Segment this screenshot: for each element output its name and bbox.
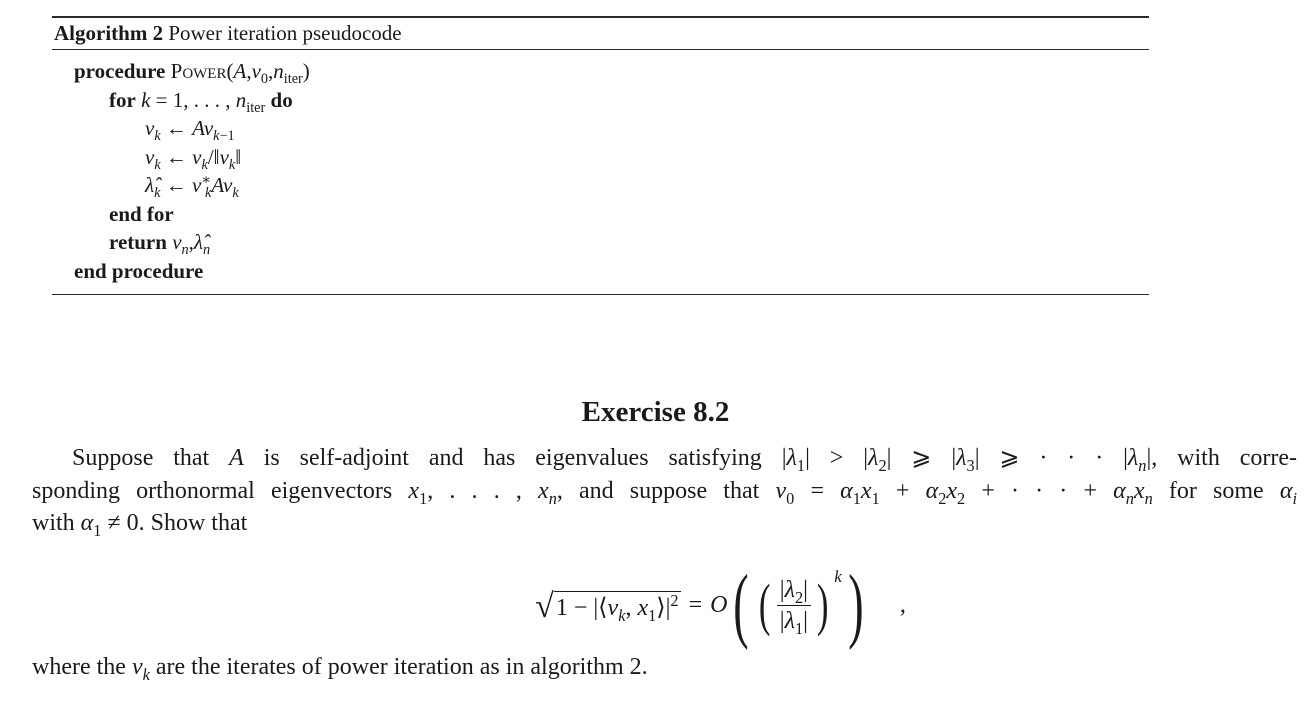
text-suppose-that: Suppose that: [72, 445, 210, 471]
square-root: √ $1 - |⟨v_k$, $x_1⟩|^2$: [535, 588, 679, 625]
text-self-adjoint: is self-adjoint and has eigenvalues satisfying: [263, 445, 762, 471]
text-for-some: for some: [1168, 477, 1264, 504]
statement-line-2: sponding orthonormal eigenvectors $x_1$, . . . , $x_n$, and suppose that $v_0 = \alpha_1x_1 + \alpha_2x_2$ + · · · + $\alpha_nx_n$ for some $\alpha_i$: [32, 477, 1298, 508]
algo-line-normalize: $v_k$ ← $v_k/‖v_k‖$: [145, 144, 242, 173]
exercise-statement: [32, 442, 1297, 540]
exercise-title: Exercise 8.2: [581, 396, 730, 428]
statement-line-3: with $\alpha_1 \ne 0$. Show that: [32, 510, 248, 540]
text-with-corre: , with corre-: [1151, 445, 1298, 471]
algo-line-eigenvalue: $\lambdâ_k$ ← $v^∗_kAv_k$: [145, 172, 239, 202]
text-with: with: [32, 510, 75, 536]
algorithm-caption-text: Power iteration pseudocode: [168, 21, 402, 45]
procedure-keyword: procedure: [74, 59, 166, 83]
return-keyword: return: [109, 230, 167, 254]
algorithm-caption: [52, 18, 1149, 49]
text-where-the: where the: [32, 654, 126, 680]
statement-line-1: Suppose that A is self-adjoint and has eigenvalues satisfying $|\lambda_1| > |\lambda_2|$ ⩾ $|\lambda_3|$ ⩾ · · · $|\lambda_n|$, with corre-: [72, 445, 1298, 475]
text-show-that: . Show that: [138, 510, 248, 536]
algorithm-body: [52, 50, 1149, 294]
algo-line-multiply: $v_k$ ← $Av_{k-1}$: [145, 116, 235, 145]
algo-line-return: return $v_n,\lambdâ_n$: [109, 230, 211, 259]
equation-content: √ $1 - |⟨v_k$, $x_1⟩|^2$ = O ( ( $\frac{|\lambda_2|}{|\lambda_1|}$ ) k ) ,: [535, 558, 906, 651]
for-keyword: for: [109, 87, 136, 112]
algo-line-end-for: [52, 200, 1149, 229]
statement-conclusion: where the $v_k$ are the iterates of power iteration as in algorithm 2.: [32, 654, 648, 684]
text-orthonormal: sponding orthonormal eigenvectors: [32, 477, 393, 504]
end-procedure-keyword: end procedure: [74, 258, 204, 283]
algorithm-label: Algorithm 2: [54, 21, 164, 45]
eigenvalue-ratio: $\frac{|\lambda_2|}{|\lambda_1|}$: [777, 576, 811, 635]
procedure-name: Power: [170, 59, 227, 83]
algorithm-block: [52, 16, 1149, 295]
end-for-keyword: end for: [109, 201, 174, 226]
text-iterates: are the iterates of power iteration as in algorithm 2.: [155, 654, 648, 680]
bottom-rule: [52, 294, 1149, 295]
algo-line-for: for k = 1, . . . , $n_{iter}$ do: [109, 87, 293, 116]
do-keyword: do: [270, 87, 293, 112]
algo-line-end-procedure: [52, 257, 1149, 286]
text-suppose: , and suppose that: [556, 477, 760, 504]
display-equation: [0, 560, 1311, 650]
algo-line-procedure: procedure $Power(A,v_0,n_{iter})$: [74, 59, 310, 88]
